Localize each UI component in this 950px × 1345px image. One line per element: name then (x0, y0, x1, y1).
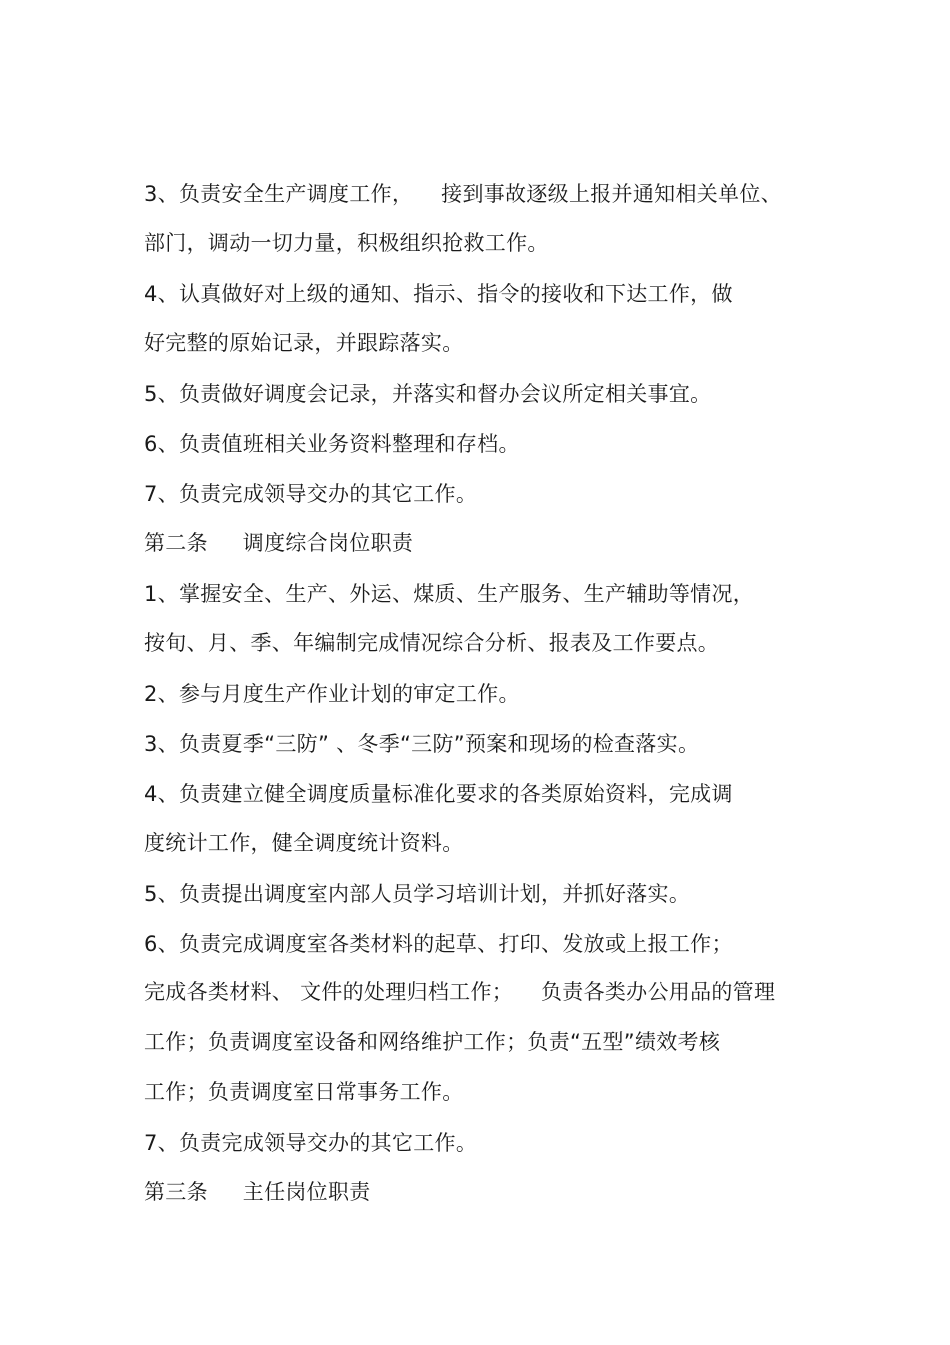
paragraph-line: 5、负责提出调度室内部人员学习培训计划，并抓好落实。 (144, 882, 691, 906)
paragraph-line: 好完整的原始记录，并跟踪落实。 (144, 331, 464, 355)
paragraph-line: 7、负责完成领导交办的其它工作。 (144, 482, 478, 506)
section-heading: 第三条 主任岗位职责 (144, 1180, 371, 1204)
paragraph-line: 1、掌握安全、生产、外运、煤质、生产服务、生产辅助等情况， (144, 582, 755, 606)
paragraph-line: 6、负责值班相关业务资料整理和存档。 (144, 432, 520, 456)
paragraph-line: 4、认真做好对上级的通知、指示、指令的接收和下达工作，做 (144, 282, 733, 306)
paragraph-line: 4、负责建立健全调度质量标准化要求的各类原始资料，完成调 (144, 782, 733, 806)
paragraph-line: 完成各类材料、 文件的处理归档工作； 负责各类办公用品的管理 (144, 980, 776, 1004)
paragraph-line: 3、负责安全生产调度工作， 接到事故逐级上报并通知相关单位、 (144, 182, 782, 206)
paragraph-line: 7、负责完成领导交办的其它工作。 (144, 1131, 478, 1155)
paragraph-line: 6、负责完成调度室各类材料的起草、打印、发放或上报工作； (144, 932, 733, 956)
paragraph-line: 3、负责夏季“三防” 、冬季“三防”预案和现场的检查落实。 (144, 732, 700, 756)
paragraph-line: 工作；负责调度室设备和网络维护工作；负责“五型”绩效考核 (144, 1030, 721, 1054)
paragraph-line: 度统计工作，健全调度统计资料。 (144, 831, 464, 855)
paragraph-line: 部门，调动一切力量，积极组织抢救工作。 (144, 231, 549, 255)
paragraph-line: 按旬、月、季、年编制完成情况综合分析、报表及工作要点。 (144, 631, 720, 655)
section-heading: 第二条 调度综合岗位职责 (144, 531, 414, 555)
paragraph-line: 工作；负责调度室日常事务工作。 (144, 1080, 464, 1104)
paragraph-line: 2、参与月度生产作业计划的审定工作。 (144, 682, 520, 706)
paragraph-line: 5、负责做好调度会记录，并落实和督办会议所定相关事宜。 (144, 382, 712, 406)
